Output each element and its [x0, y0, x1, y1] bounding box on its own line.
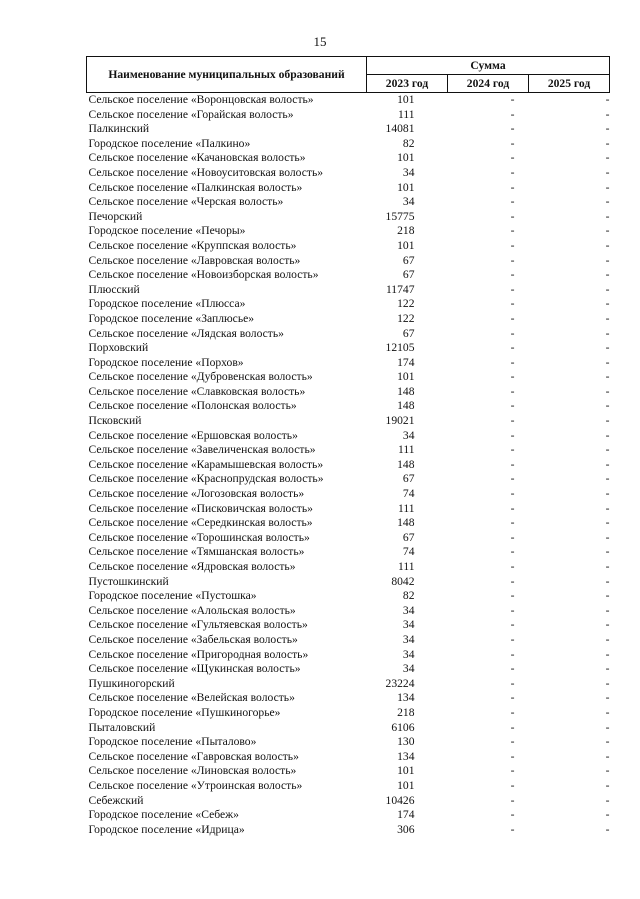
row-value-2025: -	[605, 457, 610, 471]
table-row	[87, 224, 610, 239]
row-name-cell: Сельское поселение «Торошинская волость»	[88, 530, 310, 544]
row-value-2023: 12105	[385, 341, 415, 355]
row-value-2024: -	[510, 253, 515, 267]
table-row	[87, 589, 610, 604]
row-value-2023: 111	[397, 107, 415, 121]
row-value-2023: 101	[397, 764, 415, 778]
row-name-cell: Городское поселение «Идрица»	[88, 822, 245, 836]
row-value-2024: -	[510, 107, 515, 121]
row-name-cell: Сельское поселение «Воронцовская волость»	[88, 93, 314, 106]
table-row	[87, 458, 610, 473]
row-name-cell: Сельское поселение «Алольская волость»	[88, 603, 296, 617]
row-value-2023: 218	[397, 705, 415, 719]
row-value-2025: -	[605, 238, 610, 252]
table-row	[87, 472, 610, 487]
row-value-2025: -	[605, 720, 610, 734]
table-row	[87, 166, 610, 181]
row-value-2023: 111	[397, 443, 415, 457]
row-value-2024: -	[510, 472, 515, 486]
row-value-2023: 148	[397, 457, 415, 471]
row-value-2024: -	[510, 618, 515, 632]
row-value-2024: -	[510, 589, 515, 603]
row-value-2023: 74	[402, 545, 415, 559]
row-name-cell: Городское поселение «Заплюсье»	[88, 311, 255, 325]
row-value-2023: 148	[397, 399, 415, 413]
row-value-2024: -	[510, 691, 515, 705]
row-value-2025: -	[605, 355, 610, 369]
row-value-2025: -	[605, 209, 610, 223]
row-value-2023: 11747	[385, 282, 415, 296]
row-name-cell: Псковский	[88, 414, 142, 428]
row-value-2024: -	[510, 443, 515, 457]
row-name-cell: Сельское поселение «Щукинская волость»	[88, 662, 301, 676]
table-body	[87, 93, 610, 838]
row-value-2023: 34	[402, 165, 415, 179]
table-row	[87, 779, 610, 794]
row-name-cell: Городское поселение «Себеж»	[88, 808, 239, 822]
row-value-2024: -	[510, 735, 515, 749]
row-value-2025: -	[605, 705, 610, 719]
row-value-2024: -	[510, 311, 515, 325]
header-year-2024: 2024 год	[448, 75, 529, 93]
table-row	[87, 341, 610, 356]
row-value-2024: -	[510, 749, 515, 763]
table-row	[87, 618, 610, 633]
row-value-2025: -	[605, 399, 610, 413]
table-row	[87, 735, 610, 750]
table-row	[87, 181, 610, 196]
row-value-2024: -	[510, 209, 515, 223]
row-name-cell: Сельское поселение «Полонская волость»	[88, 399, 297, 413]
row-value-2024: -	[510, 501, 515, 515]
row-value-2023: 34	[402, 603, 415, 617]
row-value-2023: 14081	[385, 122, 415, 136]
row-value-2025: -	[605, 808, 610, 822]
row-name-cell: Печорский	[88, 209, 143, 223]
row-name-cell: Сельское поселение «Лядская волость»	[88, 326, 284, 340]
row-value-2025: -	[605, 735, 610, 749]
row-value-2024: -	[510, 793, 515, 807]
row-value-2024: -	[510, 457, 515, 471]
row-value-2025: -	[605, 311, 610, 325]
table-row	[87, 370, 610, 385]
table-row	[87, 648, 610, 663]
table-row	[87, 327, 610, 342]
row-name-cell: Городское поселение «Палкино»	[88, 136, 251, 150]
row-value-2023: 306	[397, 822, 415, 836]
row-name-cell: Сельское поселение «Середкинская волость»	[88, 516, 313, 530]
row-value-2023: 19021	[385, 414, 415, 428]
row-value-2024: -	[510, 487, 515, 501]
row-value-2024: -	[510, 560, 515, 573]
row-name-cell: Сельское поселение «Качановская волость»	[88, 151, 306, 165]
row-value-2024: -	[510, 662, 515, 676]
row-value-2023: 101	[397, 151, 415, 165]
table-row	[87, 531, 610, 546]
row-value-2024: -	[510, 705, 515, 719]
row-value-2025: -	[605, 676, 610, 690]
row-value-2024: -	[510, 326, 515, 340]
table-row	[87, 268, 610, 283]
table-row	[87, 254, 610, 269]
table-row	[87, 764, 610, 779]
row-value-2023: 174	[397, 355, 415, 369]
row-value-2023: 148	[397, 516, 415, 530]
row-name-cell: Порховский	[88, 341, 149, 355]
row-value-2023: 134	[397, 749, 415, 763]
table-row	[87, 385, 610, 400]
row-value-2024: -	[510, 238, 515, 252]
row-value-2023: 8042	[391, 574, 415, 588]
row-value-2025: -	[605, 589, 610, 603]
table-row	[87, 151, 610, 166]
row-value-2023: 74	[402, 487, 415, 501]
row-name-cell: Сельское поселение «Краснопрудская волость»	[88, 472, 324, 486]
row-value-2025: -	[605, 545, 610, 559]
row-value-2024: -	[510, 282, 515, 296]
table-row	[87, 560, 610, 575]
row-value-2025: -	[605, 384, 610, 398]
row-value-2025: -	[605, 603, 610, 617]
table-row	[87, 516, 610, 531]
row-name-cell: Пушкиногорский	[88, 676, 175, 690]
row-name-cell: Сельское поселение «Палкинская волость»	[88, 180, 303, 194]
row-value-2023: 34	[402, 428, 415, 442]
row-value-2023: 34	[402, 632, 415, 646]
row-name-cell: Сельское поселение «Новоуситовская волость»	[88, 165, 324, 179]
row-name-cell: Сельское поселение «Линовская волость»	[88, 764, 297, 778]
row-name-cell: Городское поселение «Пустошка»	[88, 589, 257, 603]
row-value-2024: -	[510, 268, 515, 282]
row-value-2025: -	[605, 472, 610, 486]
row-value-2023: 174	[397, 808, 415, 822]
table-row	[87, 297, 610, 312]
row-value-2023: 111	[397, 501, 415, 515]
row-name-cell: Сельское поселение «Забельская волость»	[88, 632, 298, 646]
row-name-cell: Городское поселение «Печоры»	[88, 224, 246, 238]
row-value-2025: -	[605, 253, 610, 267]
row-value-2024: -	[510, 603, 515, 617]
page-number: 15	[313, 34, 327, 49]
table-row	[87, 545, 610, 560]
row-value-2023: 67	[402, 472, 415, 486]
row-value-2025: -	[605, 180, 610, 194]
row-name-cell: Городское поселение «Порхов»	[88, 355, 244, 369]
row-value-2025: -	[605, 428, 610, 442]
row-value-2025: -	[605, 560, 610, 573]
row-value-2025: -	[605, 764, 610, 778]
row-value-2025: -	[605, 165, 610, 179]
row-value-2023: 15775	[385, 209, 415, 223]
row-value-2023: 67	[402, 326, 415, 340]
row-value-2025: -	[605, 618, 610, 632]
row-value-2023: 67	[402, 268, 415, 282]
header-name: Наименование муниципальных образований	[87, 57, 367, 93]
row-value-2023: 122	[397, 297, 415, 311]
row-value-2023: 23224	[385, 676, 415, 690]
table-row	[87, 677, 610, 692]
row-name-cell: Пыталовский	[88, 720, 156, 734]
row-value-2024: -	[510, 808, 515, 822]
row-name-cell: Сельское поселение «Лавровская волость»	[88, 253, 301, 267]
row-value-2024: -	[510, 530, 515, 544]
table-row	[87, 356, 610, 371]
table-row	[87, 575, 610, 590]
row-value-2023: 67	[402, 530, 415, 544]
row-value-2024: -	[510, 195, 515, 209]
row-value-2025: -	[605, 530, 610, 544]
row-name-cell: Пустошкинский	[88, 574, 169, 588]
row-value-2025: -	[605, 136, 610, 150]
table-row	[87, 823, 610, 838]
row-value-2024: -	[510, 676, 515, 690]
row-value-2023: 101	[397, 238, 415, 252]
row-name-cell: Сельское поселение «Ядровская волость»	[88, 560, 296, 573]
row-value-2024: -	[510, 647, 515, 661]
row-value-2025: -	[605, 632, 610, 646]
row-name-cell: Сельское поселение «Горайская волость»	[88, 107, 294, 121]
row-value-2023: 34	[402, 647, 415, 661]
table-row	[87, 502, 610, 517]
row-value-2023: 122	[397, 311, 415, 325]
row-value-2023: 101	[397, 93, 415, 106]
table-row	[87, 195, 610, 210]
row-value-2025: -	[605, 662, 610, 676]
table-row	[87, 721, 610, 736]
row-name-cell: Сельское поселение «Круппская волость»	[88, 238, 297, 252]
table-row	[87, 662, 610, 677]
row-value-2023: 101	[397, 180, 415, 194]
row-value-2024: -	[510, 720, 515, 734]
row-value-2024: -	[510, 516, 515, 530]
row-value-2025: -	[605, 778, 610, 792]
row-value-2023: 67	[402, 253, 415, 267]
row-value-2024: -	[510, 165, 515, 179]
row-value-2024: -	[510, 151, 515, 165]
row-value-2023: 34	[402, 195, 415, 209]
row-value-2025: -	[605, 122, 610, 136]
row-value-2023: 34	[402, 662, 415, 676]
table-row	[87, 239, 610, 254]
row-name-cell: Сельское поселение «Славковская волость»	[88, 384, 306, 398]
row-value-2024: -	[510, 355, 515, 369]
table-row	[87, 633, 610, 648]
row-value-2025: -	[605, 341, 610, 355]
row-value-2024: -	[510, 778, 515, 792]
header-sum: Сумма	[367, 57, 610, 75]
row-value-2025: -	[605, 487, 610, 501]
row-name-cell: Сельское поселение «Ершовская волость»	[88, 428, 298, 442]
row-value-2024: -	[510, 632, 515, 646]
row-value-2024: -	[510, 764, 515, 778]
row-value-2025: -	[605, 282, 610, 296]
row-value-2025: -	[605, 793, 610, 807]
row-name-cell: Сельское поселение «Завеличенская волость»	[88, 443, 316, 457]
row-name-cell: Сельское поселение «Пригородная волость»	[88, 647, 309, 661]
row-name-cell: Сельское поселение «Гультяевская волость»	[88, 618, 308, 632]
table-row	[87, 93, 610, 108]
row-value-2024: -	[510, 93, 515, 106]
table-header	[87, 57, 610, 93]
row-value-2024: -	[510, 574, 515, 588]
row-name-cell: Палкинский	[88, 122, 150, 136]
row-value-2025: -	[605, 268, 610, 282]
row-value-2023: 101	[397, 778, 415, 792]
row-value-2024: -	[510, 136, 515, 150]
row-name-cell: Сельское поселение «Логозовская волость»	[88, 487, 305, 501]
table-row	[87, 487, 610, 502]
row-name-cell: Сельское поселение «Гавровская волость»	[88, 749, 299, 763]
table-row	[87, 429, 610, 444]
row-value-2025: -	[605, 297, 610, 311]
row-name-cell: Себежский	[88, 793, 144, 807]
table-row	[87, 137, 610, 152]
row-value-2023: 82	[402, 136, 415, 150]
row-value-2025: -	[605, 195, 610, 209]
row-value-2025: -	[605, 326, 610, 340]
row-value-2025: -	[605, 224, 610, 238]
row-value-2024: -	[510, 224, 515, 238]
row-value-2025: -	[605, 107, 610, 121]
row-value-2023: 82	[402, 589, 415, 603]
row-name-cell: Сельское поселение «Черская волость»	[88, 195, 284, 209]
row-name-cell: Сельское поселение «Утроинская волость»	[88, 778, 303, 792]
row-value-2024: -	[510, 545, 515, 559]
row-name-cell: Городское поселение «Пыталово»	[88, 735, 257, 749]
table-row	[87, 691, 610, 706]
row-value-2025: -	[605, 443, 610, 457]
table-row	[87, 808, 610, 823]
row-name-cell: Сельское поселение «Велейская волость»	[88, 691, 295, 705]
row-value-2025: -	[605, 151, 610, 165]
row-value-2025: -	[605, 574, 610, 588]
row-value-2023: 101	[397, 370, 415, 384]
row-value-2023: 130	[397, 735, 415, 749]
row-value-2025: -	[605, 647, 610, 661]
table-row	[87, 750, 610, 765]
header-year-2025: 2025 год	[529, 75, 610, 93]
table-row	[87, 210, 610, 225]
table-row	[87, 312, 610, 327]
table-row	[87, 399, 610, 414]
table-row	[87, 122, 610, 137]
row-value-2024: -	[510, 822, 515, 836]
table-row	[87, 283, 610, 298]
row-value-2024: -	[510, 341, 515, 355]
row-name-cell: Сельское поселение «Писковичская волость»	[88, 501, 313, 515]
budget-table	[86, 56, 610, 837]
row-name-cell: Сельское поселение «Тямшанская волость»	[88, 545, 305, 559]
row-value-2023: 134	[397, 691, 415, 705]
row-value-2024: -	[510, 122, 515, 136]
row-name-cell: Городское поселение «Пушкиногорье»	[88, 705, 281, 719]
row-value-2025: -	[605, 516, 610, 530]
row-value-2023: 218	[397, 224, 415, 238]
row-value-2025: -	[605, 370, 610, 384]
row-value-2025: -	[605, 414, 610, 428]
row-value-2024: -	[510, 384, 515, 398]
row-value-2024: -	[510, 428, 515, 442]
row-value-2024: -	[510, 414, 515, 428]
row-name-cell: Плюсский	[88, 282, 140, 296]
row-value-2024: -	[510, 180, 515, 194]
table-row	[87, 414, 610, 429]
row-value-2025: -	[605, 691, 610, 705]
table-row	[87, 794, 610, 809]
row-name-cell: Сельское поселение «Карамышевская волость»	[88, 457, 324, 471]
row-value-2023: 10426	[385, 793, 415, 807]
row-value-2023: 148	[397, 384, 415, 398]
table-row	[87, 443, 610, 458]
table-row	[87, 706, 610, 721]
row-value-2025: -	[605, 822, 610, 836]
row-name-cell: Городское поселение «Плюсса»	[88, 297, 246, 311]
row-value-2025: -	[605, 749, 610, 763]
row-name-cell: Сельское поселение «Новоизборская волость»	[88, 268, 319, 282]
row-value-2025: -	[605, 93, 610, 106]
row-value-2025: -	[605, 501, 610, 515]
header-year-2023: 2023 год	[367, 75, 448, 93]
row-name-cell: Сельское поселение «Дубровенская волость»	[88, 370, 313, 384]
row-value-2023: 34	[402, 618, 415, 632]
row-value-2023: 6106	[391, 720, 415, 734]
row-value-2023: 111	[397, 560, 415, 573]
table-row	[87, 604, 610, 619]
row-value-2024: -	[510, 370, 515, 384]
row-value-2024: -	[510, 297, 515, 311]
row-value-2024: -	[510, 399, 515, 413]
table-row	[87, 108, 610, 123]
